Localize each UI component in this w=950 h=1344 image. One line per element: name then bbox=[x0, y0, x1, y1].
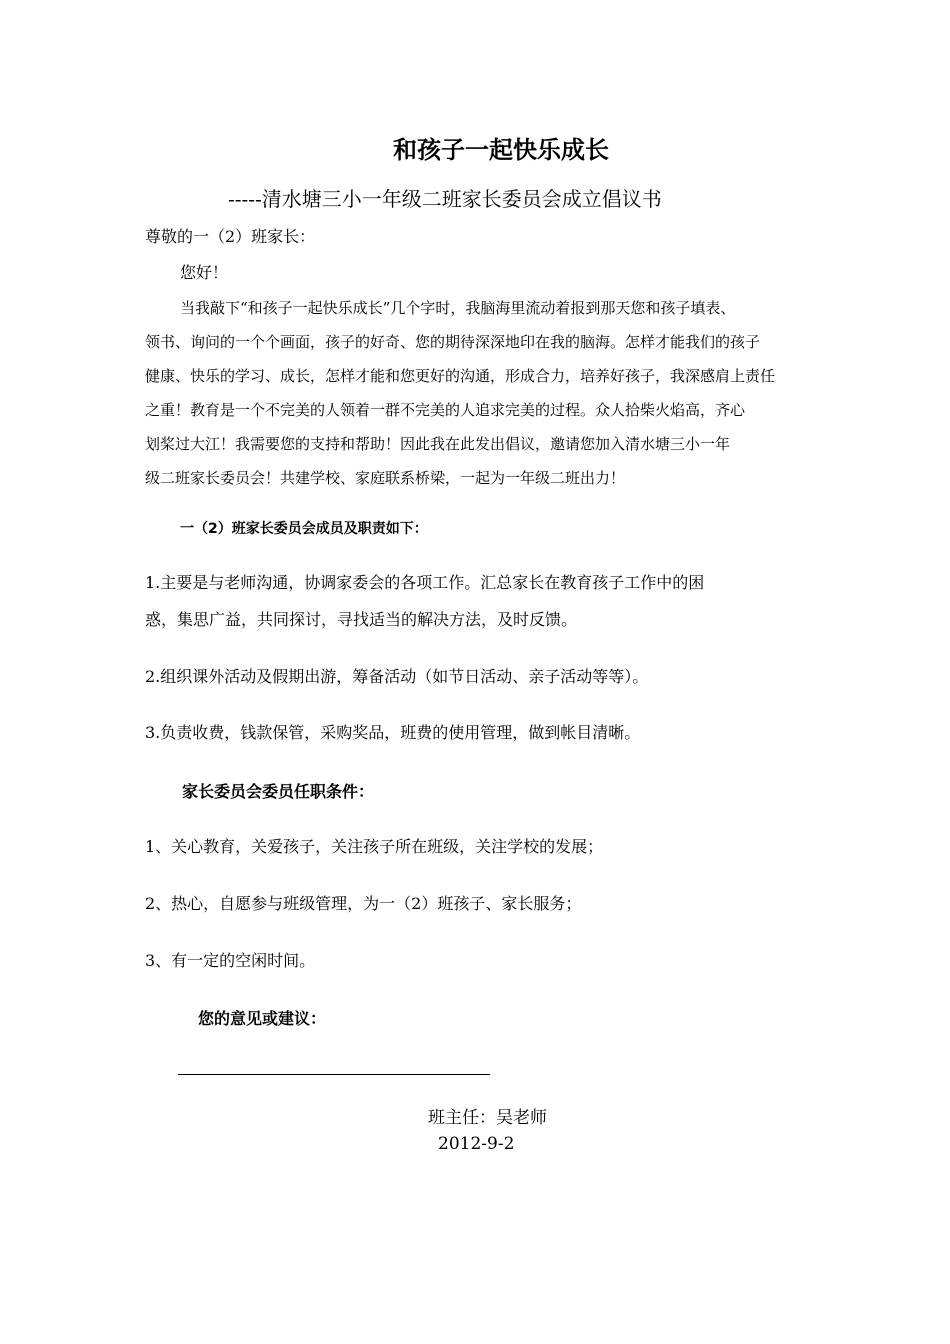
greeting: 您好！ bbox=[180, 263, 229, 282]
duty-item-continued: 惑，集思广益，共同探讨，寻找适当的解决方法，及时反馈。 bbox=[145, 610, 578, 629]
intro-line: 划桨过大江！我需要您的支持和帮助！因此我在此发出倡议，邀请您加入清水塘三小一年 bbox=[145, 435, 731, 453]
condition-item: 1、关心教育，关爱孩子，关注孩子所在班级，关注学校的发展； bbox=[145, 837, 604, 856]
intro-line: 健康、快乐的学习、成长，怎样才能和您更好的沟通，形成合力，培养好孩子，我深感肩上责任 bbox=[145, 367, 776, 385]
conditions-heading: 家长委员会委员任职条件： bbox=[182, 782, 375, 801]
salutation: 尊敬的一（2）班家长： bbox=[145, 227, 316, 246]
intro-line: 领书、询问的一个个画面，孩子的好奇、您的期待深深地印在我的脑海。怎样才能我们的孩子 bbox=[145, 333, 761, 351]
intro-line: 级二班家长委员会！共建学校、家庭联系桥梁，一起为一年级二班出力！ bbox=[145, 469, 626, 487]
condition-item: 2、热心，自愿参与班级管理，为一（2）班孩子、家长服务； bbox=[145, 894, 582, 913]
duty-item: 2.组织课外活动及假期出游，筹备活动（如节日活动、亲子活动等等）。 bbox=[145, 667, 649, 686]
document-title: 和孩子一起快乐成长 bbox=[393, 136, 609, 164]
duties-heading: 一（2）班家长委员会成员及职责如下： bbox=[180, 521, 428, 537]
duty-item: 1.主要是与老师沟通，协调家委会的各项工作。汇总家长在教育孩子工作中的困 bbox=[145, 573, 705, 592]
duty-item: 3.负责收费，钱款保管，采购奖品，班费的使用管理，做到帐目清晰。 bbox=[145, 723, 641, 742]
condition-item: 3、有一定的空闲时间。 bbox=[145, 951, 316, 970]
intro-line: 当我敲下“和孩子一起快乐成长”几个字时，我脑海里流动着报到那天您和孩子填表、 bbox=[180, 299, 736, 317]
document-subtitle: -----清水塘三小一年级二班家长委员会成立倡议书 bbox=[228, 187, 662, 211]
intro-paragraph bbox=[145, 291, 809, 495]
opinion-heading: 您的意见或建议： bbox=[198, 1009, 327, 1028]
signature-teacher: 班主任：吴老师 bbox=[428, 1108, 547, 1128]
opinion-blank-line bbox=[178, 1074, 490, 1075]
intro-line: 之重！教育是一个不完美的人领着一群不完美的人追求完美的过程。众人拾柴火焰高，齐心 bbox=[145, 401, 746, 419]
signature-date: 2012-9-2 bbox=[438, 1134, 515, 1154]
